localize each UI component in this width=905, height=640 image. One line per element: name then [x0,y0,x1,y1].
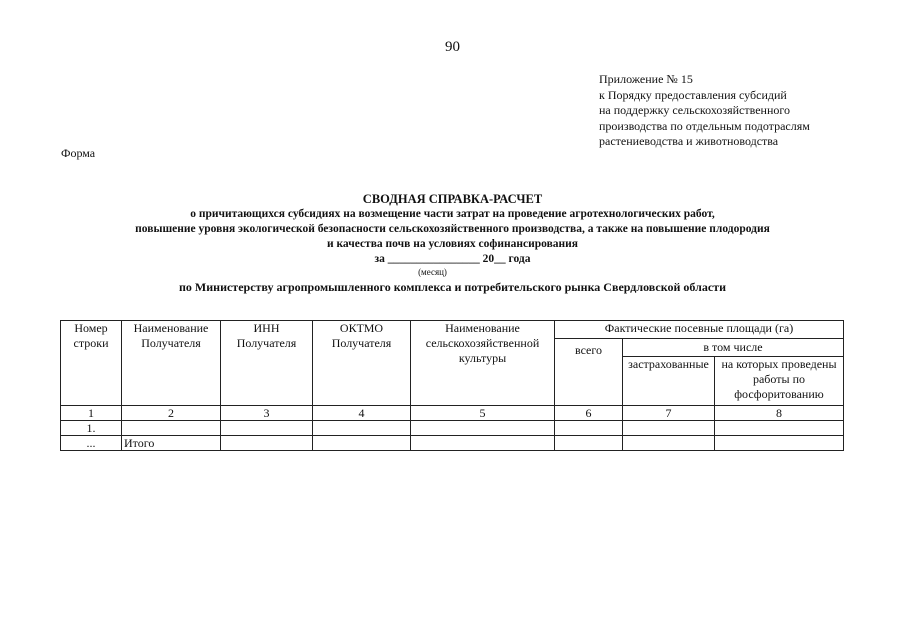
page-number: 90 [445,39,460,55]
period-line: за ________________ 20__ года [374,253,531,265]
header-row [61,321,844,339]
title-line: и качества почв на условиях софинансирования [326,238,579,250]
title-line: повышение уровня экологической безопасности сельскохозяйственного производства, а также на повышение плодородия [135,223,770,235]
column-number: 2 [122,406,221,421]
appendix-line: растениеводства и животноводства [599,134,779,148]
header-phosphorite: на которых проведены работы по фосфоритованию [715,357,844,406]
oktmo-cell [313,436,411,451]
oktmo-cell [313,421,411,436]
header-total: всего [555,339,623,406]
appendix-line: на поддержку сельскохозяйственного [599,103,791,117]
insured-cell [623,436,715,451]
column-number: 4 [313,406,411,421]
calculation-table [60,320,844,451]
crop-name-cell [411,436,555,451]
row-number-cell: 1. [61,421,122,436]
header-oktmo: ОКТМО Получателя [313,321,411,406]
document-title-block [0,191,905,295]
row-number-cell: ... [61,436,122,451]
column-number: 6 [555,406,623,421]
total-cell [555,421,623,436]
crop-name-cell [411,421,555,436]
document-title: СВОДНАЯ СПРАВКА-РАСЧЕТ [362,192,543,206]
header-row-number: Номер строки [61,321,122,406]
phosphorite-cell [715,436,844,451]
header-crop-name: Наименование сельскохозяйственной культуры [411,321,555,406]
column-number: 3 [221,406,313,421]
header-recipient-name: Наименование Получателя [122,321,221,406]
form-label: Форма [61,146,96,160]
table-row [61,421,844,436]
column-number: 5 [411,406,555,421]
ministry-line: по Министерству агропромышленного комплекса и потребительского рынка Свердловской области [179,280,726,294]
appendix-line: производства по отдельным подотраслям [599,118,810,133]
inn-cell [221,421,313,436]
title-line: о причитающихся субсидиях на возмещение части затрат на проведение агротехнологических работ, [190,208,715,220]
header-insured: застрахованные [623,357,715,406]
period-caption: (месяц) [418,267,447,277]
column-number: 8 [715,406,844,421]
column-number: 7 [623,406,715,421]
appendix-line: к Порядку предоставления субсидий [599,87,787,102]
column-number-row [61,406,844,421]
inn-cell [221,436,313,451]
total-cell [555,436,623,451]
appendix-line: Приложение № 15 [599,72,693,86]
header-inn: ИНН Получателя [221,321,313,406]
header-including: в том числе [623,339,844,357]
table-row [61,436,844,451]
phosphorite-cell [715,421,844,436]
column-number: 1 [61,406,122,421]
header-actual-area: Фактические посевные площади (га) [555,321,844,339]
recipient-name-cell: Итого [122,436,221,451]
recipient-name-cell [122,421,221,436]
insured-cell [623,421,715,436]
appendix-note [599,72,810,150]
